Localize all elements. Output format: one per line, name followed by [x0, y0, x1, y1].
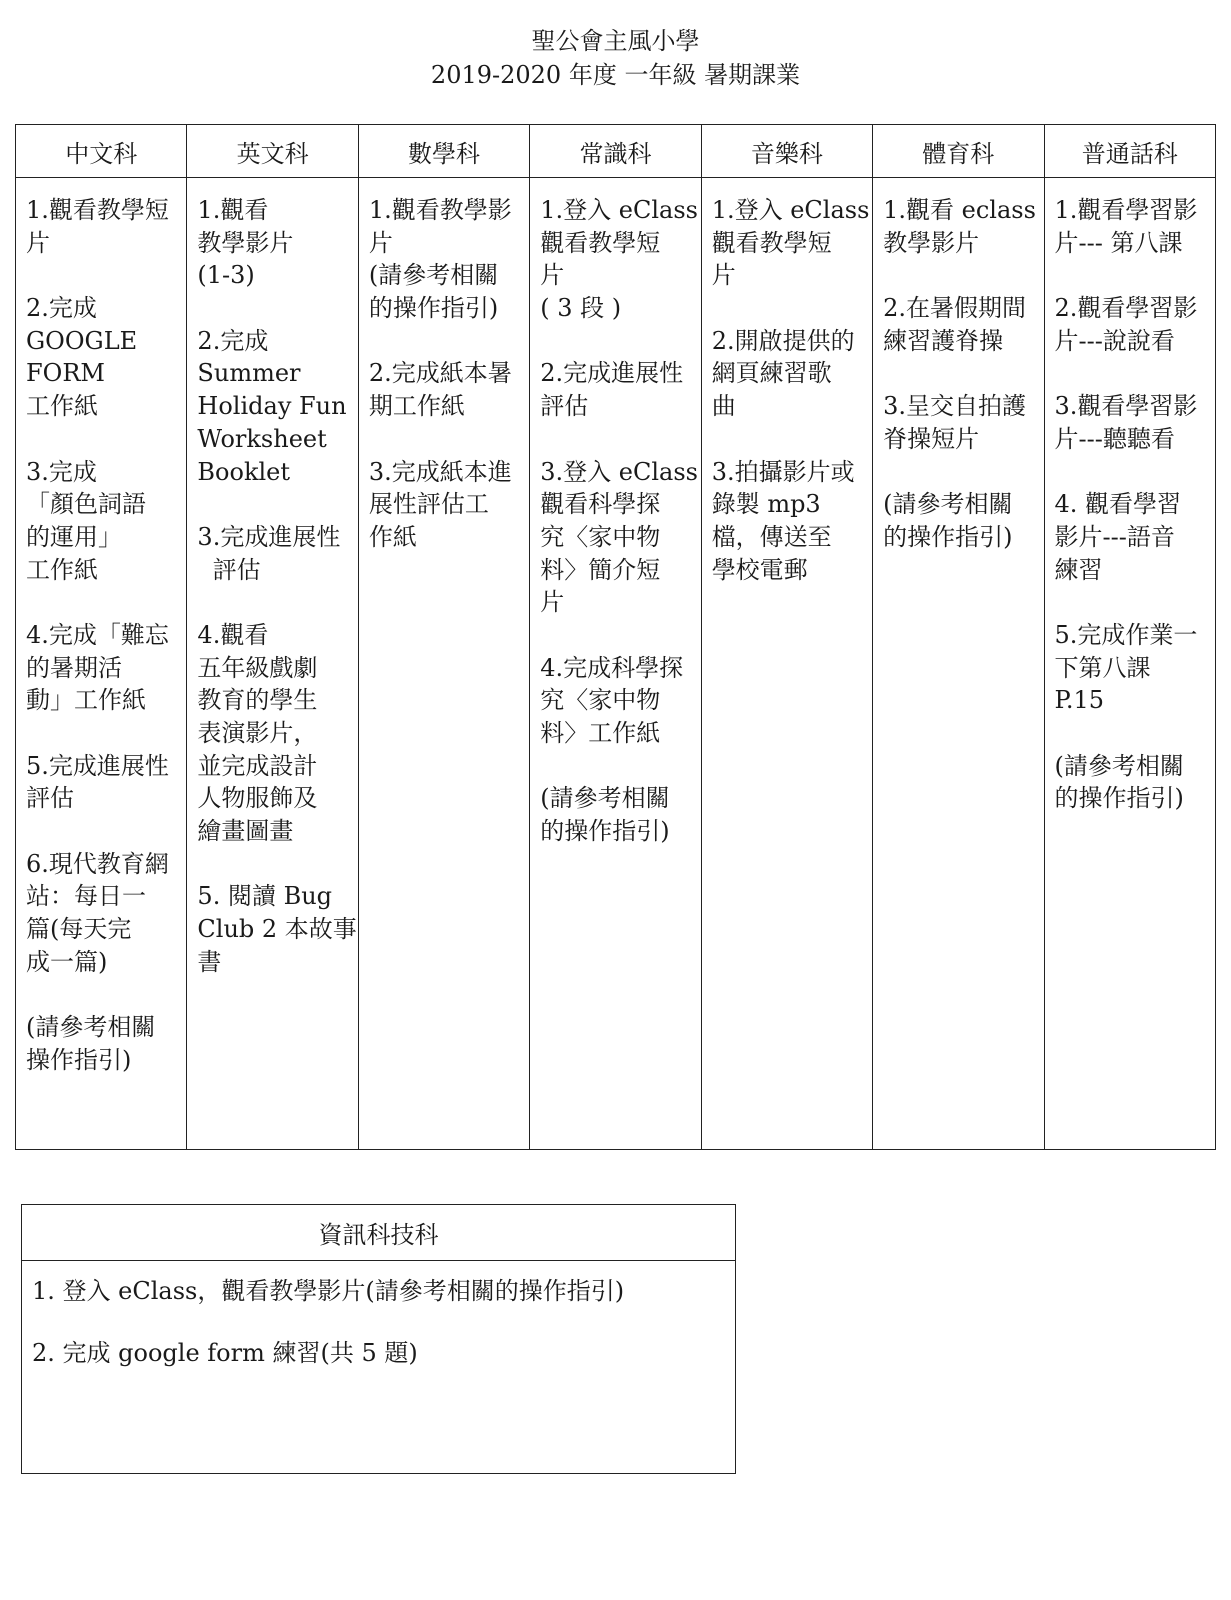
task-line — [197, 488, 351, 521]
task-line — [1055, 586, 1209, 619]
task-line: Booklet — [197, 457, 291, 486]
task-line: 成一篇) — [26, 947, 108, 976]
task-cell-math — [358, 178, 529, 1150]
task-line: 2.完成進展性 — [540, 359, 684, 388]
it-task-item: 1. 登入 eClass，觀看教學影片(請參考相關的操作指引) — [32, 1277, 625, 1305]
subject-header-chinese: 中文科 — [16, 125, 187, 178]
task-line — [712, 423, 866, 456]
task-line: Holiday Fun — [197, 392, 347, 421]
task-line: 2.在暑假期間 — [883, 294, 1027, 323]
task-cell-music — [701, 178, 872, 1150]
task-line: 的操作指引) — [540, 817, 670, 846]
task-cell-english — [187, 178, 358, 1150]
task-line: 片 — [540, 261, 565, 290]
homework-table — [15, 124, 1216, 1150]
task-line: 3.完成 — [26, 457, 97, 486]
task-line: 網頁練習歌 — [711, 359, 832, 388]
task-line: 片--- 第八課 — [1054, 228, 1183, 257]
subject-header-english: 英文科 — [187, 125, 358, 178]
task-line: P.15 — [1054, 686, 1104, 715]
task-line: 1.觀看學習影 — [1054, 196, 1198, 224]
task-line: 曲 — [711, 392, 736, 421]
task-line: 教學影片 — [883, 228, 980, 257]
task-line: 片 — [540, 588, 565, 617]
task-line: Club 2 本故事 — [197, 915, 357, 944]
task-line — [540, 325, 694, 358]
task-line: GOOGLE — [26, 326, 138, 355]
task-line: 並完成設計 — [197, 751, 318, 780]
task-line: 1.觀看教學短 — [26, 196, 169, 224]
task-line: 的操作指引) — [1054, 784, 1184, 813]
task-line: 5.完成進展性 — [26, 751, 169, 780]
task-line — [26, 717, 180, 750]
it-subject-table — [21, 1204, 736, 1474]
subject-header-row — [16, 125, 1216, 178]
task-line: 1.登入 eClass — [540, 196, 698, 224]
task-line — [197, 586, 351, 619]
task-line: 2.完成 — [26, 294, 97, 323]
task-line — [197, 848, 351, 881]
task-line: 的運用」 — [26, 522, 122, 551]
task-line: 表演影片， — [197, 719, 318, 747]
task-line: 工作紙 — [26, 555, 98, 584]
task-line — [883, 357, 1037, 390]
document-header — [0, 24, 1231, 92]
task-line: 評估 — [197, 555, 261, 584]
task-line: 4.完成「難忘 — [26, 620, 169, 649]
task-line: 動」工作紙 — [26, 686, 146, 715]
task-line: 人物服飾及 — [197, 784, 318, 813]
task-line: 2.完成紙本暑 — [368, 359, 512, 388]
task-line: (請參考相關 — [883, 490, 1013, 519]
task-line: 2.開啟提供的 — [711, 326, 855, 355]
task-line: 3.完成紙本進 — [368, 457, 512, 486]
task-line: Summer — [197, 359, 301, 388]
task-line: 2.觀看學習影 — [1054, 294, 1198, 323]
task-line: 錄製 mp3 — [711, 490, 821, 519]
task-line — [26, 586, 180, 619]
task-line: 檔，傳送至 — [711, 522, 832, 551]
subject-header-general-studies: 常識科 — [530, 125, 701, 178]
task-line — [26, 979, 180, 1012]
task-line: 評估 — [26, 784, 74, 813]
task-line: 3.登入 eClass — [540, 457, 698, 486]
task-line: 6.現代教育網 — [26, 849, 169, 878]
task-line: 片 — [711, 261, 736, 290]
task-line: 觀看教學短 — [711, 228, 832, 257]
task-line: 書 — [197, 947, 222, 976]
task-line: 料〉工作紙 — [540, 719, 661, 747]
subject-header-music: 音樂科 — [701, 125, 872, 178]
task-line — [197, 292, 351, 325]
task-line: (請參考相關 — [540, 784, 670, 813]
task-line: 1.登入 eClass — [711, 196, 870, 224]
task-line — [540, 619, 694, 652]
task-line — [26, 423, 180, 456]
task-line: (1-3) — [197, 261, 255, 290]
task-cell-chinese — [16, 178, 187, 1150]
task-line: 1.觀看 eclass — [883, 196, 1036, 224]
task-line — [369, 325, 523, 358]
task-line: 片---聽聽看 — [1054, 424, 1175, 453]
task-cell-putonghua — [1044, 178, 1215, 1150]
task-line — [1055, 717, 1209, 750]
task-line — [26, 259, 180, 292]
task-line — [1055, 357, 1209, 390]
task-line: 觀看教學短 — [540, 228, 661, 257]
task-line: 4.觀看 — [197, 620, 269, 649]
task-line: 五年級戲劇 — [197, 653, 318, 682]
task-line — [1055, 456, 1209, 489]
task-line: 究〈家中物 — [540, 686, 661, 715]
task-line: 繪畫圖畫 — [197, 817, 294, 846]
task-line: 1.觀看 — [197, 196, 269, 224]
task-line: 工作紙 — [26, 392, 98, 421]
task-line: 練習護脊操 — [883, 326, 1004, 355]
task-line: 期工作紙 — [368, 392, 465, 421]
task-line: 究〈家中物 — [540, 522, 661, 551]
task-line: 練習 — [1054, 555, 1103, 584]
task-line: 的操作指引) — [883, 522, 1013, 551]
subject-header-putonghua: 普通話科 — [1044, 125, 1215, 178]
task-line: 3.觀看學習影 — [1054, 392, 1198, 421]
task-line: 教學影片 — [197, 228, 294, 257]
task-line: ( 3 段 ) — [540, 294, 622, 323]
it-subject-header: 資訊科技科 — [22, 1205, 736, 1261]
task-line: 4.完成科學探 — [540, 653, 684, 682]
task-line — [369, 423, 523, 456]
task-line — [540, 750, 694, 783]
task-line: FORM — [26, 359, 105, 388]
task-line: 站：每日一 — [26, 882, 146, 911]
task-line — [712, 292, 866, 325]
task-line: 的操作指引) — [368, 294, 499, 323]
task-line: (請參考相關 — [1054, 751, 1184, 780]
task-line — [883, 259, 1037, 292]
it-task-cell — [22, 1261, 736, 1474]
task-line — [26, 815, 180, 848]
task-line: 觀看科學探 — [540, 490, 661, 519]
task-line: 評估 — [540, 392, 589, 421]
task-line: 5. 閱讀 Bug — [197, 882, 333, 911]
task-line: 教育的學生 — [197, 686, 318, 715]
task-line: 片 — [26, 228, 50, 257]
subject-header-pe: 體育科 — [873, 125, 1044, 178]
task-line: 下第八課 — [1054, 653, 1151, 682]
task-line: 脊操短片 — [883, 424, 980, 453]
task-line: 5.完成作業一 — [1054, 620, 1198, 649]
task-line — [883, 456, 1037, 489]
task-line: 操作指引) — [26, 1045, 132, 1074]
task-line: (請參考相關 — [26, 1013, 156, 1042]
task-line: 「顏色詞語 — [26, 490, 146, 519]
task-line: 的暑期活 — [26, 653, 122, 682]
subject-header-math: 數學科 — [358, 125, 529, 178]
task-cell-general-studies — [530, 178, 701, 1150]
task-row — [16, 178, 1216, 1150]
task-line: 作紙 — [368, 522, 417, 551]
school-name: 聖公會主風小學 — [531, 27, 700, 55]
it-task-item: 2. 完成 google form 練習(共 5 題) — [32, 1339, 418, 1367]
task-line — [1055, 259, 1209, 292]
task-line — [540, 423, 694, 456]
task-line: Worksheet — [197, 424, 327, 453]
task-line: 展性評估工 — [368, 490, 489, 519]
task-line: 學校電郵 — [711, 555, 808, 584]
task-line: 片 — [368, 228, 393, 257]
task-cell-pe — [873, 178, 1044, 1150]
task-line: 4. 觀看學習 — [1054, 490, 1182, 519]
task-line: 2.完成 — [197, 326, 269, 355]
task-line: 料〉簡介短 — [540, 555, 661, 584]
task-line: 3.拍攝影片或 — [711, 457, 855, 486]
task-line: 影片---語音 — [1054, 522, 1175, 551]
document-subtitle: 2019-2020 年度 一年級 暑期課業 — [430, 61, 801, 89]
task-line: 篇(每天完 — [26, 915, 132, 944]
task-line: 3.完成進展性 — [197, 522, 341, 551]
task-line: (請參考相關 — [368, 261, 499, 290]
task-line: 片---說說看 — [1054, 326, 1175, 355]
task-line: 1.觀看教學影 — [368, 196, 512, 224]
task-line: 3.呈交自拍護 — [883, 392, 1027, 421]
